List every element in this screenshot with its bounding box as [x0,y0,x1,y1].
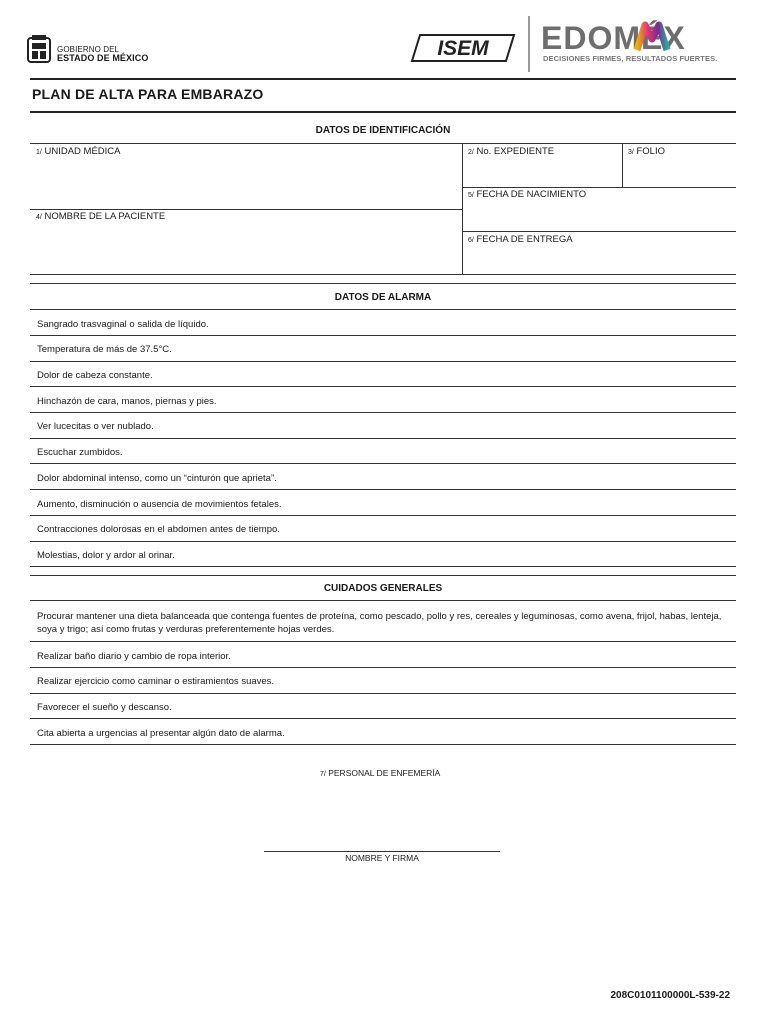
rule [30,566,736,567]
isem-logo [406,33,516,63]
rule [30,541,736,542]
nursing-staff-label [320,768,440,778]
gov-line-1: GOBIERNO DEL [57,45,120,54]
field-number: 6/ [468,237,474,244]
edomex-tagline: DECISIONES FIRMES, RESULTADOS FUERTES. [543,54,718,63]
rule [30,143,736,144]
care-heading: CUIDADOS GENERALES [323,583,443,594]
rule [30,386,736,387]
care-item: Realizar baño diario y cambio de ropa interior. [37,651,231,662]
signature-line[interactable] [264,851,500,852]
document-title: PLAN DE ALTA PARA EMBARAZO [32,86,264,102]
field-label: NOMBRE DE LA PACIENTE [44,211,166,222]
field-label: PERSONAL DE ENFEMERÍA [328,768,441,778]
rule [462,187,736,188]
rule [30,641,736,642]
rule [30,575,736,576]
rule [30,744,736,745]
field-expediente[interactable] [468,146,554,157]
alarm-item: Aumento, disminución o ausencia de movimientos fetales. [37,499,282,510]
field-nombre-paciente[interactable] [36,211,165,222]
alarm-heading: DATOS DE ALARMA [334,292,432,303]
edomex-logo [541,19,731,53]
field-label: No. EXPEDIENTE [476,146,555,157]
field-fecha-nacimiento[interactable] [468,189,586,200]
edomex-logo-text: EDOMÉX [541,20,686,53]
signature-caption: NOMBRE Y FIRMA [345,853,419,863]
rule [30,283,736,284]
rule [30,693,736,694]
care-item: Favorecer el sueño y descanso. [37,702,172,713]
alarm-item: Hinchazón de cara, manos, piernas y pies. [37,396,217,407]
alarm-item: Temperatura de más de 37.5°C. [37,344,172,355]
rule [30,309,736,310]
rule [30,209,462,210]
title-rule [30,111,736,113]
care-item: Cita abierta a urgencias al presentar algún dato de alarma. [37,728,285,739]
alarm-item: Sangrado trasvaginal o salida de líquido. [37,319,209,330]
alarm-item: Escuchar zumbidos. [37,447,123,458]
rule [30,489,736,490]
alarm-item: Ver lucecitas o ver nublado. [37,421,154,432]
field-number: 7/ [320,771,326,778]
government-logo-text [57,45,148,63]
rule [30,463,736,464]
field-number: 2/ [468,149,474,156]
field-label: UNIDAD MÉDICA [44,146,121,157]
rule [30,515,736,516]
alarm-item: Molestias, dolor y ardor al orinar. [37,550,175,561]
rule [30,361,736,362]
field-label: FECHA DE NACIMIENTO [476,189,587,200]
alarm-item: Dolor abdominal intenso, como un “cinturón que aprieta”. [37,473,277,484]
rule [30,274,736,275]
field-number: 1/ [36,149,42,156]
header-divider [528,16,530,72]
alarm-item: Dolor de cabeza constante. [37,370,153,381]
field-number: 4/ [36,214,42,221]
alarm-item: Contracciones dolorosas en el abdomen antes de tiempo. [37,524,280,535]
rule [462,143,463,274]
form-code: 208C0101100000L-539-22 [610,990,730,1001]
field-label: FOLIO [636,146,665,157]
care-item: Realizar ejercicio como caminar o estiramientos suaves. [37,676,275,687]
header-rule [30,78,736,80]
identification-heading: DATOS DE IDENTIFICACIÓN [315,125,451,136]
rule [30,335,736,336]
field-unidad-medica[interactable] [36,146,121,157]
field-number: 3/ [628,149,634,156]
rule [462,231,736,232]
gov-line-2: ESTADO DE MÉXICO [57,53,149,63]
state-coat-of-arms-icon [26,34,52,64]
field-fecha-entrega[interactable] [468,234,573,245]
rule [622,143,623,187]
rule [30,600,736,601]
isem-logo-text: ISEM [437,37,489,60]
field-folio[interactable] [628,146,665,157]
field-label: FECHA DE ENTREGA [476,234,573,245]
rule [30,412,736,413]
rule [30,667,736,668]
care-item: Procurar mantener una dieta balanceada que contenga fuentes de proteína, como pescado, pollo y res, cereales y leguminosas, como avena, frijol, habas, lenteja, soya y trigo; así como frutas y verduras preferentemente hojas verdes. [37,611,722,635]
rule [30,718,736,719]
field-number: 5/ [468,192,474,199]
rule [30,438,736,439]
